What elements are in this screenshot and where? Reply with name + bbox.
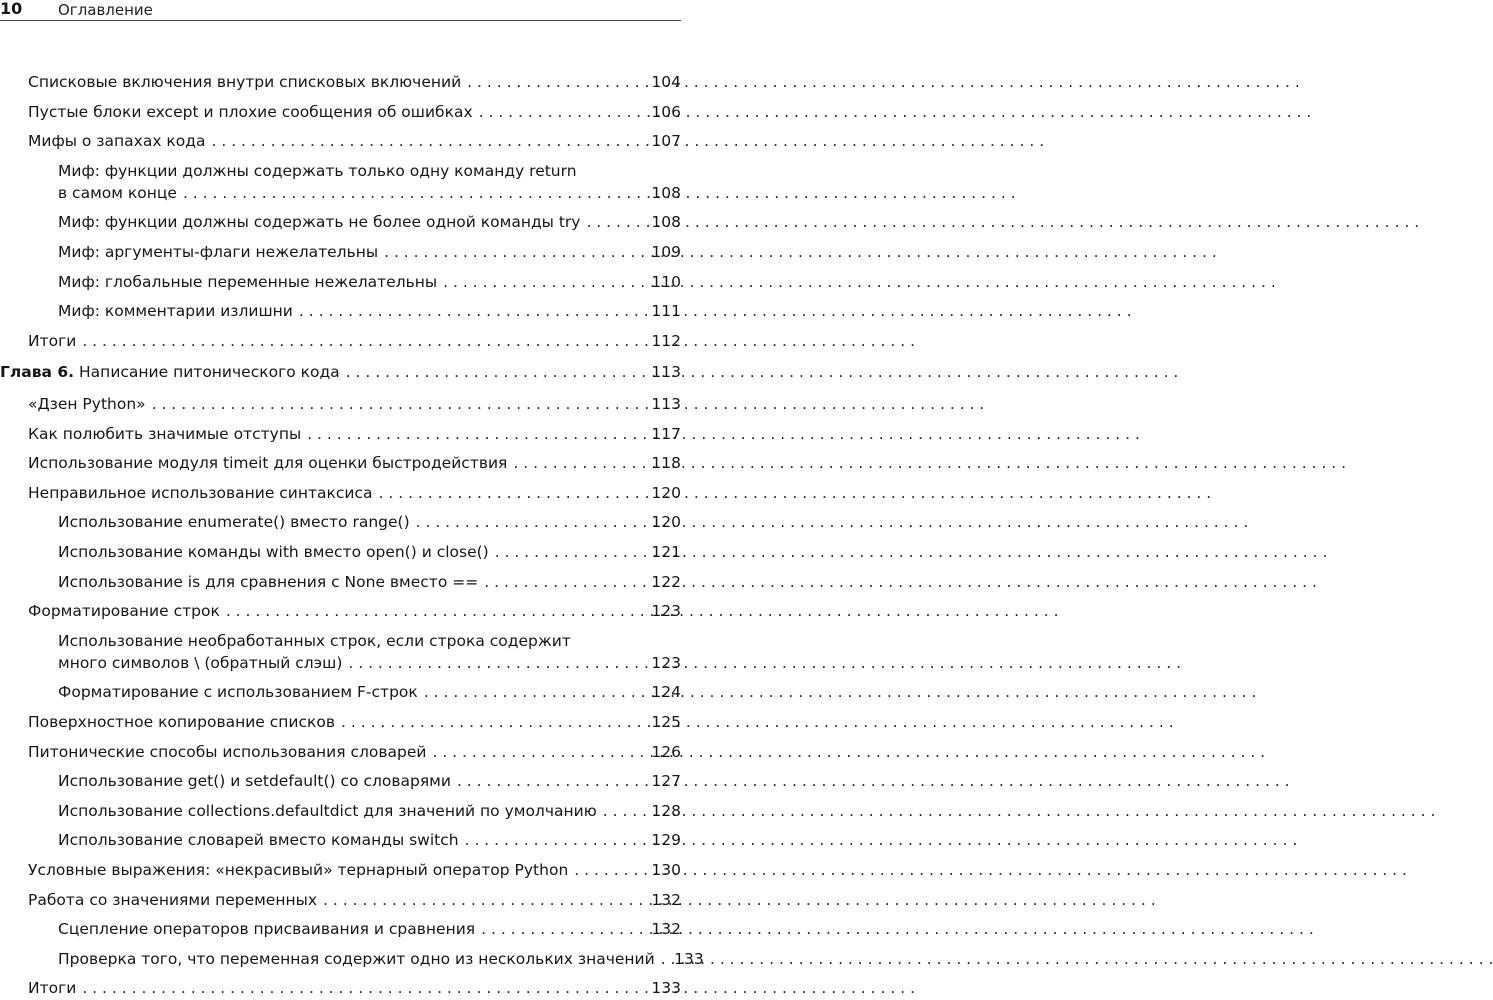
dot-leader bbox=[152, 392, 644, 416]
entry-page-number: 123 bbox=[651, 602, 681, 621]
dot-leader bbox=[495, 540, 644, 564]
dot-leader bbox=[384, 240, 644, 264]
entry-title: «Дзен Python» bbox=[28, 395, 146, 413]
dot-leader bbox=[424, 680, 644, 704]
dot-leader bbox=[467, 70, 644, 94]
entry-title: Поверхностное копирование списков bbox=[28, 713, 335, 731]
entry-page-number: 121 bbox=[651, 543, 681, 561]
chapter-label: Глава 6. bbox=[0, 363, 75, 382]
dot-leader bbox=[211, 129, 644, 153]
entry-title: много символов \ (обратный слэш) bbox=[58, 653, 343, 672]
entry-page-number: 111 bbox=[651, 302, 681, 321]
entry-title: Использование словарей вместо команды switch bbox=[58, 831, 459, 850]
entry-title: Написание питонического кода bbox=[79, 363, 340, 382]
entry-title: Питонические способы использования словарей bbox=[28, 742, 427, 761]
dot-leader bbox=[307, 422, 644, 446]
header-rule bbox=[0, 20, 681, 21]
entry-page-number: 128 bbox=[651, 801, 681, 820]
entry-page-number: 130 bbox=[651, 861, 681, 879]
dot-leader bbox=[183, 181, 644, 205]
entry-title: Итоги bbox=[28, 979, 77, 998]
entry-title: Итоги bbox=[28, 331, 77, 350]
entry-title: Как полюбить значимые отступы bbox=[28, 424, 302, 443]
dot-leader bbox=[513, 451, 644, 475]
entry-page-number: 113 bbox=[651, 363, 681, 382]
entry-title-line: Миф: функции должны содержать только одну команду return bbox=[58, 161, 577, 180]
entry-page-number: 123 bbox=[651, 653, 681, 672]
entry-page-number: 133 bbox=[651, 979, 681, 998]
entry-page-number: 106 bbox=[651, 102, 681, 121]
page-header bbox=[0, 0, 681, 20]
entry-title: Проверка того, что переменная содержит одно из нескольких значений bbox=[58, 949, 655, 968]
dot-leader bbox=[82, 329, 644, 353]
entry-page-number: 118 bbox=[651, 454, 681, 473]
running-title: Оглавление bbox=[58, 1, 153, 19]
entry-title: Работа со значениями переменных bbox=[28, 890, 318, 909]
entry-page-number: 132 bbox=[651, 920, 681, 939]
dot-leader bbox=[465, 828, 644, 852]
dot-leader bbox=[82, 976, 644, 1000]
dot-leader bbox=[443, 270, 644, 294]
dot-leader bbox=[481, 917, 644, 941]
entry-page-number: 113 bbox=[651, 395, 681, 413]
entry-title: Списковые включения внутри списковых включений bbox=[28, 73, 462, 91]
dot-leader bbox=[457, 769, 644, 793]
entry-page-number: 108 bbox=[651, 213, 681, 232]
entry-title: Форматирование строк bbox=[28, 602, 220, 621]
entry-page-number: 104 bbox=[651, 73, 681, 91]
dot-leader bbox=[416, 510, 644, 534]
entry-title: Пустые блоки except и плохие сообщения об ошибках bbox=[28, 102, 473, 121]
entry-title: в самом конце bbox=[58, 183, 177, 202]
dot-leader bbox=[323, 888, 644, 912]
entry-page-number: 117 bbox=[651, 424, 681, 443]
dot-leader bbox=[341, 710, 644, 734]
entry-page-number: 127 bbox=[651, 772, 681, 791]
entry-title: Использование collections.defaultdict для значений по умолчанию bbox=[58, 801, 597, 820]
dot-leader bbox=[379, 481, 644, 505]
dot-leader bbox=[586, 210, 644, 234]
entry-title: Мифы о запахах кода bbox=[28, 132, 206, 151]
entry-page-number: 126 bbox=[651, 742, 681, 761]
entry-page-number: 110 bbox=[651, 272, 681, 291]
entry-title: Миф: комментарии излишни bbox=[58, 302, 293, 321]
entry-title: Использование модуля timeit для оценки быстродействия bbox=[28, 454, 508, 473]
entry-page-number: 108 bbox=[651, 183, 681, 202]
dot-leader bbox=[484, 570, 644, 594]
entry-title: Использование enumerate() вместо range() bbox=[58, 513, 410, 532]
entry-title: Миф: аргументы-флаги нежелательны bbox=[58, 243, 379, 261]
entry-page-number: 133 bbox=[674, 949, 704, 968]
entry-title: Использование команды with вместо open() и close() bbox=[58, 543, 489, 561]
entry-title-line: Использование необработанных строк, если строка содержит bbox=[58, 631, 571, 650]
dot-leader bbox=[574, 858, 644, 882]
dot-leader bbox=[299, 299, 644, 323]
entry-page-number: 107 bbox=[651, 132, 681, 151]
entry-page-number: 124 bbox=[651, 683, 681, 702]
entry-title: Миф: функции должны содержать не более одной команды try bbox=[58, 213, 581, 232]
dot-leader bbox=[661, 947, 667, 971]
entry-page-number: 125 bbox=[651, 713, 681, 731]
entry-title: Условные выражения: «некрасивый» тернарный оператор Python bbox=[28, 861, 569, 879]
dot-leader bbox=[226, 599, 644, 623]
page-number: 10 bbox=[0, 0, 23, 18]
entry-page-number: 109 bbox=[651, 243, 681, 261]
entry-title: Форматирование с использованием F-строк bbox=[58, 683, 418, 702]
entry-page-number: 122 bbox=[651, 572, 681, 591]
entry-page-number: 129 bbox=[651, 831, 681, 850]
entry-page-number: 112 bbox=[651, 331, 681, 350]
entry-title: Использование get() и setdefault() со словарями bbox=[58, 772, 451, 791]
entry-title: Неправильное использование синтаксиса bbox=[28, 483, 373, 502]
dot-leader bbox=[348, 651, 644, 675]
entry-page-number: 120 bbox=[651, 513, 681, 532]
entry-title: Сцепление операторов присваивания и сравнения bbox=[58, 920, 476, 939]
dot-leader bbox=[433, 740, 645, 764]
entry-title: Использование is для сравнения с None вместо == bbox=[58, 572, 479, 591]
entry-page-number: 132 bbox=[651, 890, 681, 909]
dot-leader bbox=[603, 799, 644, 823]
entry-title: Миф: глобальные переменные нежелательны bbox=[58, 272, 438, 291]
dot-leader bbox=[346, 360, 644, 384]
entry-page-number: 120 bbox=[651, 483, 681, 502]
dot-leader bbox=[479, 100, 644, 124]
